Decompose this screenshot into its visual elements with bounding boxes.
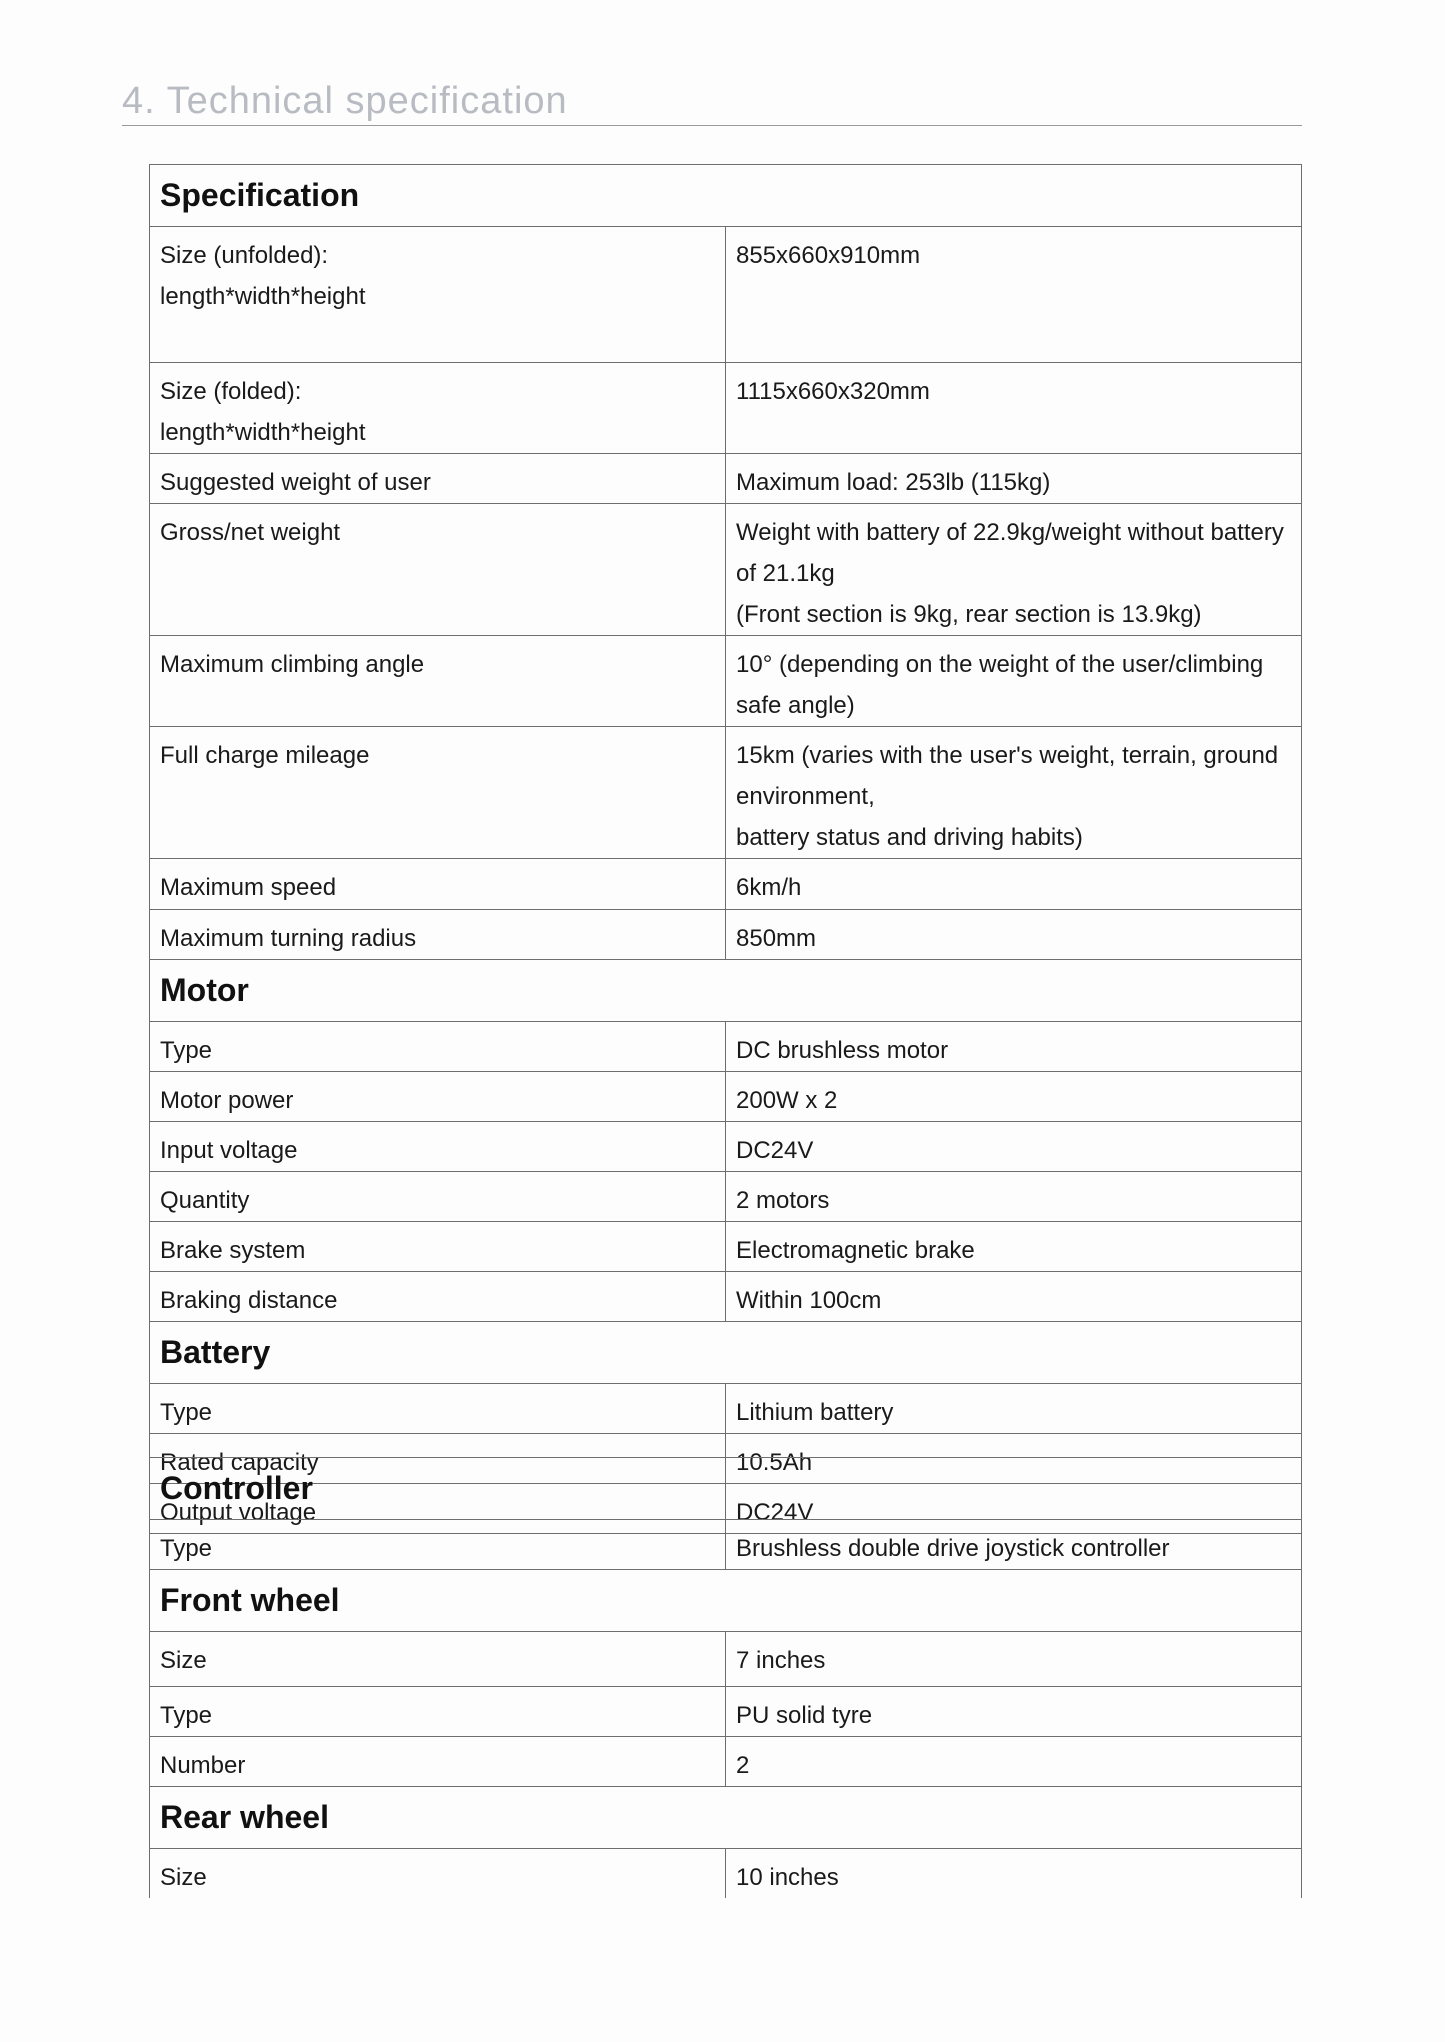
spec-value: [726, 504, 1302, 636]
spec-label: [150, 1737, 726, 1787]
spec-label: [150, 1122, 726, 1172]
spec-value-line: 200W x 2: [736, 1087, 838, 1114]
spec-row: [150, 1272, 1302, 1322]
section-title: Specification: [150, 165, 1302, 227]
spec-value: [726, 727, 1302, 859]
spec-label-line: Size: [160, 1864, 207, 1891]
section-title: Rear wheel: [150, 1787, 1302, 1849]
spec-value: [726, 636, 1302, 727]
page-title: 4. Technical specification: [122, 80, 568, 122]
spec-label-line: Suggested weight of user: [160, 469, 431, 496]
spec-label-line: Maximum climbing angle: [160, 651, 425, 678]
spec-value: [726, 363, 1302, 454]
spec-value-line: 7 inches: [736, 1647, 826, 1674]
spec-label-line: Type: [160, 1702, 213, 1729]
spec-value: [726, 859, 1302, 910]
spec-value-line: battery status and driving habits): [736, 824, 1083, 851]
spec-value: [726, 1172, 1302, 1222]
spec-label: [150, 1222, 726, 1272]
spec-label: [150, 227, 726, 363]
spec-label-line: Type: [160, 1399, 213, 1426]
spec-label-line: Number: [160, 1752, 246, 1779]
spec-label-line: Motor power: [160, 1087, 294, 1114]
spec-row: [150, 454, 1302, 504]
spec-value-line: 10.5Ah: [736, 1449, 813, 1476]
section-title: Controller: [150, 1458, 1302, 1520]
section-header-row: [150, 960, 1302, 1022]
spec-row: [150, 636, 1302, 727]
spec-value: [726, 454, 1302, 504]
spec-value: [726, 910, 1302, 960]
spec-value: [726, 1687, 1302, 1737]
spec-row: [150, 1849, 1302, 1899]
spec-value-line: DC24V: [736, 1499, 814, 1526]
spec-row: [150, 1687, 1302, 1737]
spec-row: [150, 1737, 1302, 1787]
spec-label-line: Size (unfolded):: [160, 242, 329, 269]
section-header-row: [150, 1458, 1302, 1520]
spec-row: [150, 1632, 1302, 1687]
spec-label: [150, 363, 726, 454]
spec-label-line: Size: [160, 1647, 207, 1674]
spec-value: [726, 1222, 1302, 1272]
spec-label: [150, 727, 726, 859]
spec-value: [726, 227, 1302, 363]
spec-value-line: 10 inches: [736, 1864, 839, 1891]
spec-label-line: Full charge mileage: [160, 742, 370, 769]
spec-value: [726, 1272, 1302, 1322]
spec-label-line: Size (folded):: [160, 378, 302, 405]
spec-label: [150, 504, 726, 636]
spec-row: [150, 227, 1302, 363]
section-title: Motor: [150, 960, 1302, 1022]
spec-row: [150, 1520, 1302, 1570]
spec-label-line: Type: [160, 1535, 213, 1562]
spec-value-line: Brushless double drive joystick controller: [736, 1535, 1170, 1562]
spec-label-line: Output voltage: [160, 1499, 317, 1526]
spec-row: [150, 504, 1302, 636]
section-header-row: [150, 165, 1302, 227]
spec-label: [150, 859, 726, 910]
spec-label: [150, 910, 726, 960]
spec-label-line: Maximum turning radius: [160, 925, 417, 952]
spec-row: [150, 910, 1302, 960]
spec-label-line: Input voltage: [160, 1137, 298, 1164]
spec-value-line: 2: [736, 1752, 750, 1779]
spec-row: [150, 859, 1302, 910]
page-heading: [122, 78, 1302, 126]
spec-row: [150, 727, 1302, 859]
spec-label: [150, 1632, 726, 1687]
section-header-row: [150, 1787, 1302, 1849]
section-title: Front wheel: [150, 1570, 1302, 1632]
spec-label-line: Type: [160, 1037, 213, 1064]
spec-value-line: Lithium battery: [736, 1399, 894, 1426]
spec-value: [726, 1737, 1302, 1787]
spec-value-line: 850mm: [736, 925, 817, 952]
spec-row: [150, 1022, 1302, 1072]
spec-value-line: 6km/h: [736, 874, 802, 901]
spec-value-line: 1115x660x320mm: [736, 378, 930, 405]
spec-table-bottom: [149, 1457, 1302, 1898]
spec-table-top: [149, 164, 1302, 1534]
spec-label: [150, 454, 726, 504]
spec-value-line: Maximum load: 253lb (115kg): [736, 469, 1051, 496]
spec-value: [726, 1520, 1302, 1570]
spec-value-line: Weight with battery of 22.9kg/weight without battery of 21.1kg: [736, 519, 1284, 587]
spec-value: [726, 1022, 1302, 1072]
spec-value-line: Within 100cm: [736, 1287, 882, 1314]
spec-value: [726, 1122, 1302, 1172]
spec-label: [150, 1272, 726, 1322]
spec-label: [150, 1384, 726, 1434]
spec-value-line: 855x660x910mm: [736, 242, 921, 269]
spec-value: [726, 1632, 1302, 1687]
spec-value-line: DC brushless motor: [736, 1037, 949, 1064]
section-header-row: [150, 1570, 1302, 1632]
spec-value-line: 10° (depending on the weight of the user/climbing safe angle): [736, 651, 1264, 719]
spec-value-line: 2 motors: [736, 1187, 830, 1214]
spec-value: [726, 1072, 1302, 1122]
section-title: Battery: [150, 1322, 1302, 1384]
spec-label: [150, 1172, 726, 1222]
spec-row: [150, 1172, 1302, 1222]
spec-value: [726, 1849, 1302, 1899]
spec-label-line: Gross/net weight: [160, 519, 341, 546]
section-header-row: [150, 1322, 1302, 1384]
spec-label-line: Braking distance: [160, 1287, 338, 1314]
spec-value-line: DC24V: [736, 1137, 814, 1164]
spec-row: [150, 1122, 1302, 1172]
spec-label: [150, 1849, 726, 1899]
spec-value: [726, 1384, 1302, 1434]
spec-label: [150, 1687, 726, 1737]
spec-row: [150, 1072, 1302, 1122]
spec-label: [150, 636, 726, 727]
spec-label-line: Quantity: [160, 1187, 250, 1214]
spec-row: [150, 363, 1302, 454]
spec-label: [150, 1520, 726, 1570]
spec-label-line: length*width*height: [160, 419, 366, 446]
spec-value-line: 15km (varies with the user's weight, terrain, ground environment,: [736, 742, 1279, 810]
spec-label-line: length*width*height: [160, 283, 366, 310]
spec-row: [150, 1222, 1302, 1272]
spec-value-line: (Front section is 9kg, rear section is 13.9kg): [736, 601, 1202, 628]
spec-label-line: Brake system: [160, 1237, 306, 1264]
spec-value-line: Electromagnetic brake: [736, 1237, 975, 1264]
spec-label-line: Maximum speed: [160, 874, 337, 901]
spec-label-line: Rated capacity: [160, 1449, 319, 1476]
spec-label: [150, 1022, 726, 1072]
spec-label: [150, 1072, 726, 1122]
spec-row: [150, 1384, 1302, 1434]
spec-value-line: PU solid tyre: [736, 1702, 873, 1729]
